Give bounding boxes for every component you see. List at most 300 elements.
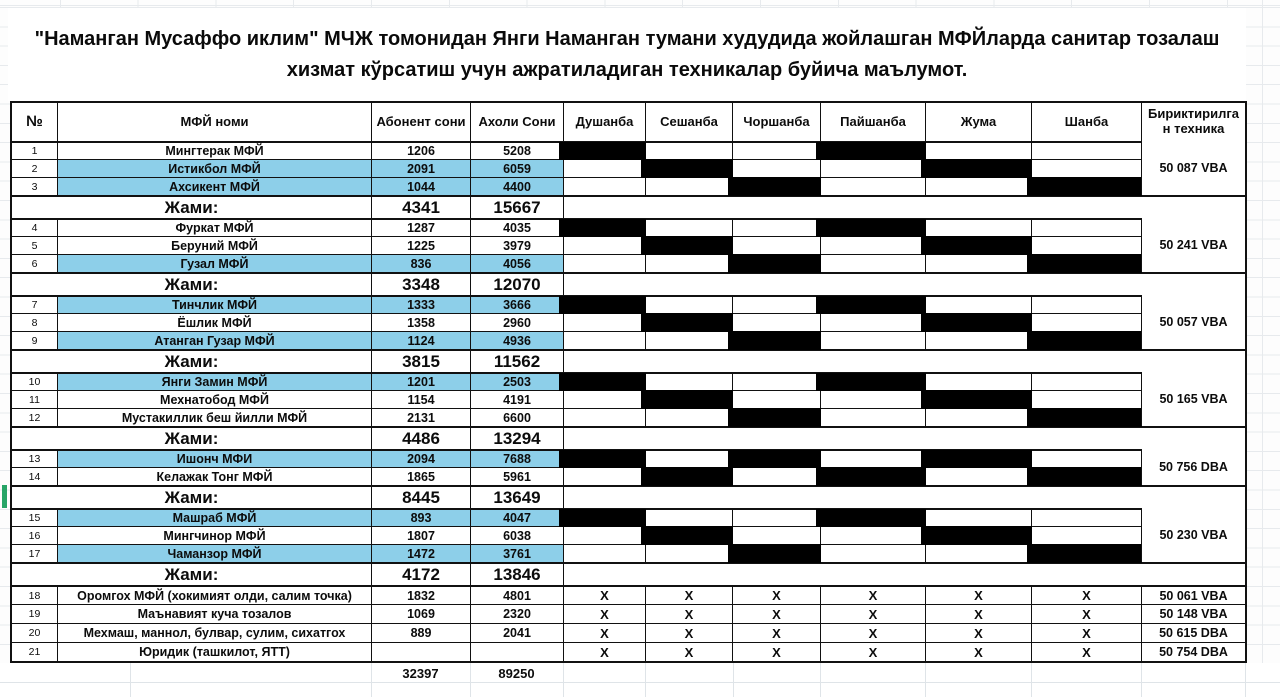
day-cell[interactable]	[563, 390, 645, 408]
day-cell[interactable]	[645, 526, 732, 544]
row-number[interactable]: 17	[12, 544, 57, 562]
day-cell[interactable]: X	[645, 585, 732, 604]
aholi-cell[interactable]: 3666	[470, 295, 563, 313]
table-row	[12, 467, 1245, 485]
abonent-cell[interactable]: 1358	[371, 313, 470, 331]
mfy-name-cell[interactable]: Маънавият куча тозалов	[57, 604, 371, 623]
day-cell[interactable]	[820, 254, 925, 272]
day-cell[interactable]	[820, 218, 925, 236]
jami-total-row	[12, 485, 1245, 508]
day-cell[interactable]	[732, 372, 820, 390]
day-cell[interactable]	[645, 467, 732, 485]
day-cell[interactable]	[563, 372, 645, 390]
day-cell[interactable]	[1031, 544, 1141, 562]
abonent-cell[interactable]: 1865	[371, 467, 470, 485]
day-cell[interactable]	[563, 295, 645, 313]
technika-merged-cell[interactable]: 50 756 DBA	[1141, 449, 1245, 485]
day-cell[interactable]	[925, 508, 1031, 526]
schedule-black-mark	[816, 373, 926, 391]
aholi-cell[interactable]: 2041	[470, 623, 563, 642]
day-cell[interactable]	[820, 408, 925, 426]
technika-cell[interactable]: 50 148 VBA	[1141, 604, 1245, 623]
schedule-black-mark	[559, 296, 646, 314]
technika-merged-cell[interactable]: 50 087 VBA	[1141, 141, 1245, 195]
day-cell[interactable]	[925, 177, 1031, 195]
day-cell[interactable]	[732, 236, 820, 254]
day-cell[interactable]	[563, 508, 645, 526]
day-cell[interactable]	[925, 141, 1031, 159]
day-cell[interactable]	[645, 141, 732, 159]
header-number[interactable]: №	[12, 103, 57, 141]
row-number[interactable]: 12	[12, 408, 57, 426]
day-cell[interactable]: X	[563, 623, 645, 642]
table-row	[12, 642, 1245, 661]
day-cell[interactable]	[925, 390, 1031, 408]
day-cell[interactable]	[563, 159, 645, 177]
mfy-name-cell[interactable]: Мингчинор МФЙ	[57, 526, 371, 544]
day-cell[interactable]	[820, 177, 925, 195]
day-cell[interactable]	[925, 313, 1031, 331]
abonent-cell[interactable]: 1069	[371, 604, 470, 623]
technika-cell[interactable]: 50 615 DBA	[1141, 623, 1245, 642]
table-header-row	[12, 103, 1245, 141]
technika-merged-cell[interactable]: 50 057 VBA	[1141, 295, 1245, 349]
schedule-black-mark	[559, 450, 646, 468]
day-cell[interactable]	[563, 236, 645, 254]
day-cell[interactable]	[820, 236, 925, 254]
aholi-cell[interactable]: 2960	[470, 313, 563, 331]
day-cell[interactable]: X	[732, 623, 820, 642]
row-number[interactable]: 13	[12, 449, 57, 467]
mfy-name-cell[interactable]: Чаманзор МФЙ	[57, 544, 371, 562]
schedule-black-mark	[816, 142, 926, 160]
mfy-name-cell[interactable]: Юридик (ташкилот, ЯТТ)	[57, 642, 371, 661]
day-cell[interactable]	[925, 449, 1031, 467]
row-number[interactable]: 21	[12, 642, 57, 661]
day-cell[interactable]	[925, 218, 1031, 236]
day-cell[interactable]	[563, 218, 645, 236]
schedule-black-mark	[728, 408, 821, 427]
day-cell[interactable]	[563, 331, 645, 349]
day-cell[interactable]: X	[732, 585, 820, 604]
aholi-cell[interactable]: 7688	[470, 449, 563, 467]
jami-aholi[interactable]: 12070	[470, 272, 563, 295]
day-cell[interactable]: X	[925, 623, 1031, 642]
jami-empty-days	[563, 195, 1245, 218]
schedule-black-mark	[559, 142, 646, 160]
jami-abonent[interactable]: 4172	[371, 562, 470, 585]
day-cell[interactable]	[1031, 254, 1141, 272]
day-cell[interactable]	[820, 313, 925, 331]
day-cell[interactable]	[820, 159, 925, 177]
row-number[interactable]: 18	[12, 585, 57, 604]
header-mfy-name[interactable]: МФЙ номи	[57, 103, 371, 141]
day-cell[interactable]: X	[563, 642, 645, 661]
schedule-black-mark	[921, 390, 1032, 409]
day-cell[interactable]	[1031, 159, 1141, 177]
abonent-cell[interactable]: 1807	[371, 526, 470, 544]
row-number[interactable]: 20	[12, 623, 57, 642]
day-cell[interactable]: X	[732, 642, 820, 661]
abonent-cell[interactable]: 1201	[371, 372, 470, 390]
day-cell[interactable]	[645, 508, 732, 526]
header-monday[interactable]: Душанба	[563, 103, 645, 141]
grand-total-abonent[interactable]: 32397	[402, 666, 439, 681]
table-row	[12, 236, 1245, 254]
day-cell[interactable]: X	[1031, 642, 1141, 661]
jami-label[interactable]: Жами:	[12, 195, 371, 218]
mfy-name-cell[interactable]: Янги Замин МФЙ	[57, 372, 371, 390]
aholi-cell[interactable]: 2320	[470, 604, 563, 623]
schedule-black-mark	[728, 177, 821, 196]
day-cell[interactable]	[925, 331, 1031, 349]
aholi-cell[interactable]: 4191	[470, 390, 563, 408]
day-cell[interactable]	[645, 372, 732, 390]
day-cell[interactable]	[645, 544, 732, 562]
day-cell[interactable]	[1031, 295, 1141, 313]
header-thursday[interactable]: Пайшанба	[820, 103, 925, 141]
day-cell[interactable]	[645, 313, 732, 331]
day-cell[interactable]	[732, 141, 820, 159]
row-number[interactable]: 1	[12, 141, 57, 159]
day-cell[interactable]	[1031, 372, 1141, 390]
day-cell[interactable]	[732, 508, 820, 526]
day-cell[interactable]: X	[820, 623, 925, 642]
aholi-cell[interactable]	[470, 642, 563, 661]
abonent-cell[interactable]: 1225	[371, 236, 470, 254]
schedule-black-mark	[1027, 331, 1142, 350]
day-cell[interactable]	[820, 508, 925, 526]
row-number[interactable]: 4	[12, 218, 57, 236]
day-cell[interactable]	[1031, 177, 1141, 195]
mfy-name-cell[interactable]: Оромгох МФЙ (хокимият олди, салим точка)	[57, 585, 371, 604]
day-cell[interactable]: X	[645, 623, 732, 642]
table-row	[12, 544, 1245, 562]
day-cell[interactable]	[925, 159, 1031, 177]
day-cell[interactable]: X	[732, 604, 820, 623]
aholi-cell[interactable]: 2503	[470, 372, 563, 390]
day-cell[interactable]	[820, 467, 925, 485]
day-cell[interactable]	[563, 408, 645, 426]
abonent-cell[interactable]: 1154	[371, 390, 470, 408]
table-row	[12, 295, 1245, 313]
table-row	[12, 508, 1245, 526]
abonent-cell[interactable]: 1287	[371, 218, 470, 236]
technika-cell[interactable]: 50 061 VBA	[1141, 585, 1245, 604]
mfy-name-cell[interactable]: Ёшлик МФЙ	[57, 313, 371, 331]
day-cell[interactable]	[732, 544, 820, 562]
day-cell[interactable]	[925, 295, 1031, 313]
day-cell[interactable]	[820, 372, 925, 390]
jami-aholi[interactable]: 13294	[470, 426, 563, 449]
day-cell[interactable]	[925, 254, 1031, 272]
day-cell[interactable]	[732, 159, 820, 177]
schedule-black-mark	[1027, 467, 1142, 486]
day-cell[interactable]: X	[645, 642, 732, 661]
day-cell[interactable]	[1031, 218, 1141, 236]
aholi-cell[interactable]: 4035	[470, 218, 563, 236]
abonent-cell[interactable]	[371, 642, 470, 661]
day-cell[interactable]	[925, 372, 1031, 390]
day-cell[interactable]	[732, 408, 820, 426]
jami-empty-days	[563, 272, 1245, 295]
technika-merged-cell[interactable]: 50 230 VBA	[1141, 508, 1245, 562]
row-selection-indicator	[2, 485, 7, 508]
gridline	[1031, 663, 1032, 697]
day-cell[interactable]	[732, 331, 820, 349]
aholi-cell[interactable]: 3979	[470, 236, 563, 254]
mfy-name-cell[interactable]: Мингтерак МФЙ	[57, 141, 371, 159]
row-number[interactable]: 10	[12, 372, 57, 390]
day-cell[interactable]	[563, 254, 645, 272]
day-cell[interactable]	[820, 390, 925, 408]
day-cell[interactable]	[563, 467, 645, 485]
mfy-name-cell[interactable]: Машраб МФЙ	[57, 508, 371, 526]
mfy-name-cell[interactable]: Гузал МФЙ	[57, 254, 371, 272]
day-cell[interactable]	[1031, 526, 1141, 544]
day-cell[interactable]	[645, 408, 732, 426]
mfy-name-cell[interactable]: Фуркат МФЙ	[57, 218, 371, 236]
row-number[interactable]: 11	[12, 390, 57, 408]
day-cell[interactable]	[1031, 508, 1141, 526]
aholi-cell[interactable]: 6059	[470, 159, 563, 177]
day-cell[interactable]	[1031, 313, 1141, 331]
day-cell[interactable]	[925, 526, 1031, 544]
aholi-cell[interactable]: 6600	[470, 408, 563, 426]
table-row	[12, 254, 1245, 272]
day-cell[interactable]: X	[1031, 623, 1141, 642]
aholi-cell[interactable]: 5208	[470, 141, 563, 159]
abonent-cell[interactable]: 1206	[371, 141, 470, 159]
day-cell[interactable]	[820, 544, 925, 562]
header-aholi[interactable]: Ахоли Сони	[470, 103, 563, 141]
gridline	[1245, 663, 1246, 697]
header-friday[interactable]: Жума	[925, 103, 1031, 141]
day-cell[interactable]	[645, 254, 732, 272]
day-cell[interactable]	[1031, 331, 1141, 349]
day-cell[interactable]	[732, 254, 820, 272]
aholi-cell[interactable]: 4047	[470, 508, 563, 526]
day-cell[interactable]	[820, 526, 925, 544]
jami-empty-days	[563, 562, 1245, 585]
jami-aholi[interactable]: 15667	[470, 195, 563, 218]
day-cell[interactable]	[563, 313, 645, 331]
day-cell[interactable]	[732, 218, 820, 236]
jami-aholi[interactable]: 13846	[470, 562, 563, 585]
mfy-name-cell[interactable]: Келажак Тонг МФЙ	[57, 467, 371, 485]
jami-abonent[interactable]: 4486	[371, 426, 470, 449]
jami-aholi[interactable]: 11562	[470, 349, 563, 372]
day-cell[interactable]: X	[563, 585, 645, 604]
day-cell[interactable]	[1031, 408, 1141, 426]
row-number[interactable]: 2	[12, 159, 57, 177]
day-cell[interactable]	[925, 236, 1031, 254]
day-cell[interactable]: X	[645, 604, 732, 623]
jami-empty-days	[563, 485, 1245, 508]
day-cell[interactable]: X	[925, 604, 1031, 623]
row-number[interactable]: 6	[12, 254, 57, 272]
day-cell[interactable]: X	[1031, 604, 1141, 623]
day-cell[interactable]	[925, 467, 1031, 485]
abonent-cell[interactable]: 2131	[371, 408, 470, 426]
day-cell[interactable]	[1031, 390, 1141, 408]
aholi-cell[interactable]: 4936	[470, 331, 563, 349]
day-cell[interactable]	[645, 390, 732, 408]
table-row	[12, 177, 1245, 195]
aholi-cell[interactable]: 4801	[470, 585, 563, 604]
mfy-name-cell[interactable]: Атанган Гузар МФЙ	[57, 331, 371, 349]
row-number[interactable]: 7	[12, 295, 57, 313]
abonent-cell[interactable]: 2091	[371, 159, 470, 177]
header-abonent[interactable]: Абонент сони	[371, 103, 470, 141]
day-cell[interactable]	[645, 177, 732, 195]
day-cell[interactable]	[645, 159, 732, 177]
table-row	[12, 141, 1245, 159]
schedule-black-mark	[559, 219, 646, 237]
day-cell[interactable]	[925, 408, 1031, 426]
day-cell[interactable]: X	[925, 642, 1031, 661]
abonent-cell[interactable]: 889	[371, 623, 470, 642]
jami-total-row	[12, 272, 1245, 295]
day-cell[interactable]	[820, 331, 925, 349]
day-cell[interactable]	[563, 526, 645, 544]
day-cell[interactable]	[1031, 467, 1141, 485]
day-cell[interactable]: X	[820, 642, 925, 661]
jami-total-row	[12, 562, 1245, 585]
title-line-1: "Наманган Мусаффо иклим" МЧЖ томонидан Янги Наманган тумани худудида жойлашган МФЙларда санитар тозалаш	[34, 27, 1220, 50]
day-cell[interactable]	[732, 177, 820, 195]
jami-label[interactable]: Жами:	[12, 349, 371, 372]
row-number[interactable]: 8	[12, 313, 57, 331]
aholi-cell[interactable]: 4400	[470, 177, 563, 195]
abonent-cell[interactable]: 1472	[371, 544, 470, 562]
jami-abonent[interactable]: 4341	[371, 195, 470, 218]
header-technika[interactable]: Бириктирилган техника	[1141, 103, 1245, 141]
aholi-cell[interactable]: 6038	[470, 526, 563, 544]
row-number[interactable]: 19	[12, 604, 57, 623]
abonent-cell[interactable]: 836	[371, 254, 470, 272]
mfy-name-cell[interactable]: Мустакиллик беш йилли МФЙ	[57, 408, 371, 426]
day-cell[interactable]	[563, 141, 645, 159]
abonent-cell[interactable]: 1044	[371, 177, 470, 195]
abonent-cell[interactable]: 1124	[371, 331, 470, 349]
table-row	[12, 159, 1245, 177]
technika-cell[interactable]: 50 754 DBA	[1141, 642, 1245, 661]
row-number[interactable]: 5	[12, 236, 57, 254]
day-cell[interactable]	[563, 177, 645, 195]
jami-abonent[interactable]: 3815	[371, 349, 470, 372]
header-saturday[interactable]: Шанба	[1031, 103, 1141, 141]
row-number[interactable]: 16	[12, 526, 57, 544]
schedule-black-mark	[816, 509, 926, 527]
day-cell[interactable]	[732, 295, 820, 313]
day-cell[interactable]	[732, 526, 820, 544]
mfy-name-cell[interactable]: Беруний МФЙ	[57, 236, 371, 254]
day-cell[interactable]	[1031, 236, 1141, 254]
mfy-name-cell[interactable]: Ишонч МФИ	[57, 449, 371, 467]
day-cell[interactable]	[1031, 449, 1141, 467]
schedule-black-mark	[559, 509, 646, 527]
mfy-name-cell[interactable]: Мехнатобод МФЙ	[57, 390, 371, 408]
table-row	[12, 372, 1245, 390]
mfy-name-cell[interactable]: Мехмаш, маннол, булвар, сулим, сихатгох	[57, 623, 371, 642]
row-number[interactable]: 14	[12, 467, 57, 485]
header-tuesday[interactable]: Сешанба	[645, 103, 732, 141]
mfy-name-cell[interactable]: Истикбол МФЙ	[57, 159, 371, 177]
day-cell[interactable]	[645, 295, 732, 313]
jami-total-row	[12, 426, 1245, 449]
day-cell[interactable]	[732, 467, 820, 485]
day-cell[interactable]	[820, 449, 925, 467]
schedule-black-mark	[728, 331, 821, 350]
jami-label[interactable]: Жами:	[12, 272, 371, 295]
header-wednesday[interactable]: Чоршанба	[732, 103, 820, 141]
day-cell[interactable]	[563, 449, 645, 467]
day-cell[interactable]: X	[563, 604, 645, 623]
row-number[interactable]: 9	[12, 331, 57, 349]
grand-total-aholi[interactable]: 89250	[498, 666, 535, 681]
day-cell[interactable]	[732, 390, 820, 408]
table-row	[12, 604, 1245, 623]
day-cell[interactable]	[732, 313, 820, 331]
row-number[interactable]: 15	[12, 508, 57, 526]
mfy-name-cell[interactable]: Ахсикент МФЙ	[57, 177, 371, 195]
schedule-black-mark	[641, 159, 733, 178]
day-cell[interactable]	[820, 295, 925, 313]
technika-merged-cell[interactable]: 50 241 VBA	[1141, 218, 1245, 272]
gridline	[1141, 663, 1142, 697]
document-title	[8, 8, 1246, 101]
day-cell[interactable]	[1031, 141, 1141, 159]
aholi-cell[interactable]: 5961	[470, 467, 563, 485]
jami-label[interactable]: Жами:	[12, 485, 371, 508]
day-cell[interactable]	[563, 544, 645, 562]
day-cell[interactable]	[645, 449, 732, 467]
gridline	[925, 663, 926, 697]
day-cell[interactable]	[820, 141, 925, 159]
schedule-black-mark	[641, 390, 733, 409]
abonent-cell[interactable]: 2094	[371, 449, 470, 467]
schedule-black-mark	[921, 313, 1032, 332]
abonent-cell[interactable]: 1333	[371, 295, 470, 313]
abonent-cell[interactable]: 893	[371, 508, 470, 526]
day-cell[interactable]	[645, 331, 732, 349]
day-cell[interactable]	[732, 449, 820, 467]
jami-aholi[interactable]: 13649	[470, 485, 563, 508]
mfy-name-cell[interactable]: Тинчлик МФЙ	[57, 295, 371, 313]
day-cell[interactable]: X	[925, 585, 1031, 604]
aholi-cell[interactable]: 4056	[470, 254, 563, 272]
schedule-black-mark	[1027, 177, 1142, 196]
schedule-black-mark	[641, 526, 733, 545]
aholi-cell[interactable]: 3761	[470, 544, 563, 562]
jami-abonent[interactable]: 8445	[371, 485, 470, 508]
schedule-black-mark	[728, 544, 821, 563]
day-cell[interactable]: X	[1031, 585, 1141, 604]
jami-abonent[interactable]: 3348	[371, 272, 470, 295]
technika-merged-cell[interactable]: 50 165 VBA	[1141, 372, 1245, 426]
abonent-cell[interactable]: 1832	[371, 585, 470, 604]
jami-label[interactable]: Жами:	[12, 562, 371, 585]
row-number[interactable]: 3	[12, 177, 57, 195]
day-cell[interactable]	[645, 236, 732, 254]
day-cell[interactable]	[645, 218, 732, 236]
day-cell[interactable]: X	[820, 604, 925, 623]
jami-label[interactable]: Жами:	[12, 426, 371, 449]
jami-total-row	[12, 349, 1245, 372]
day-cell[interactable]	[925, 544, 1031, 562]
day-cell[interactable]: X	[820, 585, 925, 604]
